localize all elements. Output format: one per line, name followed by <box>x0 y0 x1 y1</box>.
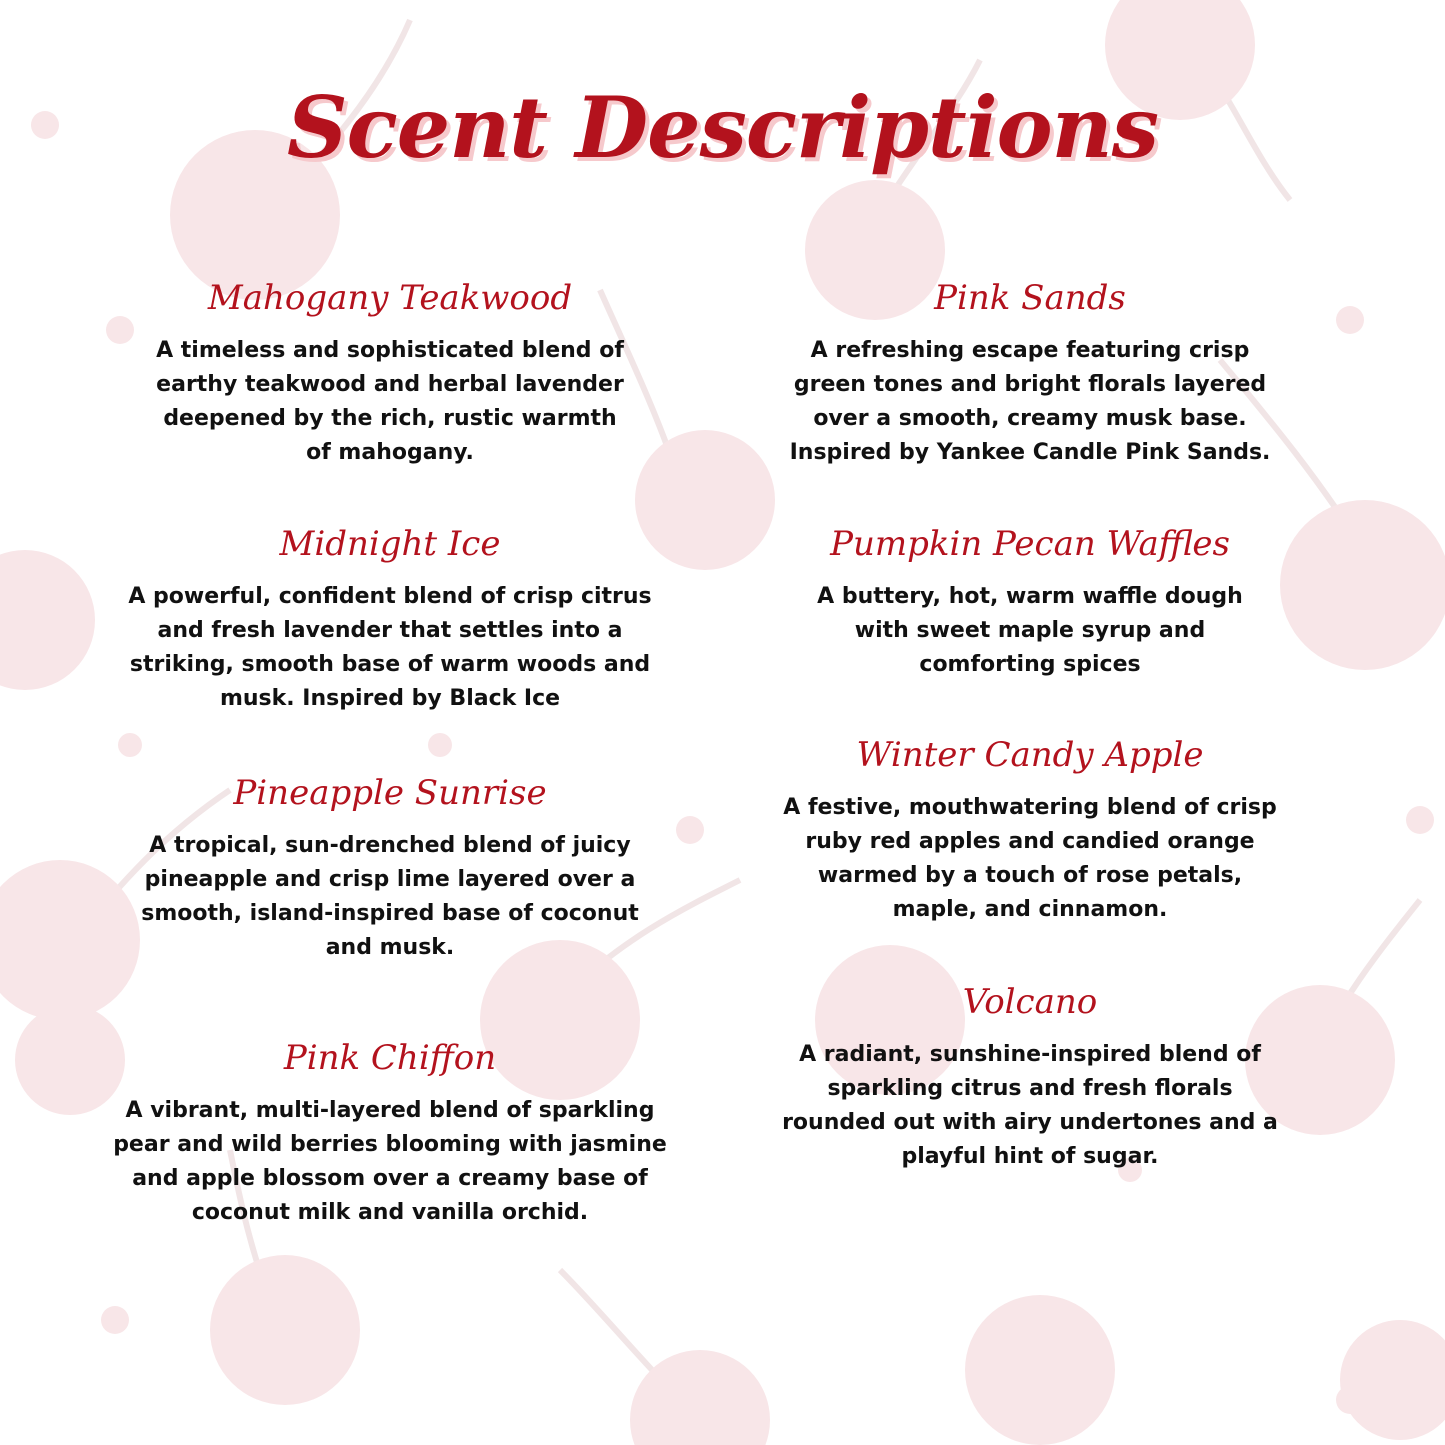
scent-block <box>90 522 690 716</box>
scent-name: Volcano <box>962 982 1098 1022</box>
scent-description: A timeless and sophisticated blend of earthy teakwood and herbal lavender deepened by the rich, rustic warmth of mahogany. <box>156 338 624 465</box>
scent-name: Winter Candy Apple <box>856 735 1204 775</box>
scent-block <box>90 771 690 965</box>
cherry-icon <box>1340 1320 1445 1440</box>
cherry-icon <box>0 550 95 690</box>
page-title: Scent Descriptions <box>286 78 1159 177</box>
scent-name: Pink Chiffon <box>283 1038 497 1078</box>
scent-block <box>730 980 1330 1174</box>
scent-block <box>730 522 1330 682</box>
scent-name: Midnight Ice <box>279 524 501 564</box>
scent-description: A festive, mouthwatering blend of crisp ruby red apples and candied orange warmed by a touch of rose petals, maple, and cinnamon. <box>783 795 1277 922</box>
scent-name: Mahogany Teakwood <box>207 278 573 318</box>
scent-description: A tropical, sun-drenched blend of juicy pineapple and crisp lime layered over a smooth, island-inspired base of coconut and musk. <box>141 833 639 960</box>
scent-name: Pink Sands <box>934 278 1126 318</box>
scent-block <box>90 1036 690 1230</box>
cherry-icon <box>965 1295 1115 1445</box>
scent-description: A refreshing escape featuring crisp green tones and bright florals layered over a smooth, creamy musk base. Inspired by Yankee Candle Pink Sands. <box>789 338 1271 465</box>
scent-block <box>730 276 1330 470</box>
cherry-icon <box>560 1270 770 1445</box>
scent-description: A radiant, sunshine-inspired blend of sparkling citrus and fresh florals rounded out with airy undertones and a playful hint of sugar. <box>782 1042 1278 1169</box>
scent-block <box>90 276 690 470</box>
scent-description: A powerful, confident blend of crisp citrus and fresh lavender that settles into a striking, smooth base of warm woods and musk. Inspired by Black Ice <box>128 584 652 711</box>
scent-name: Pineapple Sunrise <box>233 773 547 813</box>
scent-description: A buttery, hot, warm waffle dough with sweet maple syrup and comforting spices <box>817 584 1243 677</box>
scent-description: A vibrant, multi-layered blend of sparkling pear and wild berries blooming with jasmine and apple blossom over a creamy base of coconut milk and vanilla orchid. <box>113 1098 667 1225</box>
scent-block <box>730 733 1330 927</box>
scent-name: Pumpkin Pecan Waffles <box>830 524 1230 564</box>
